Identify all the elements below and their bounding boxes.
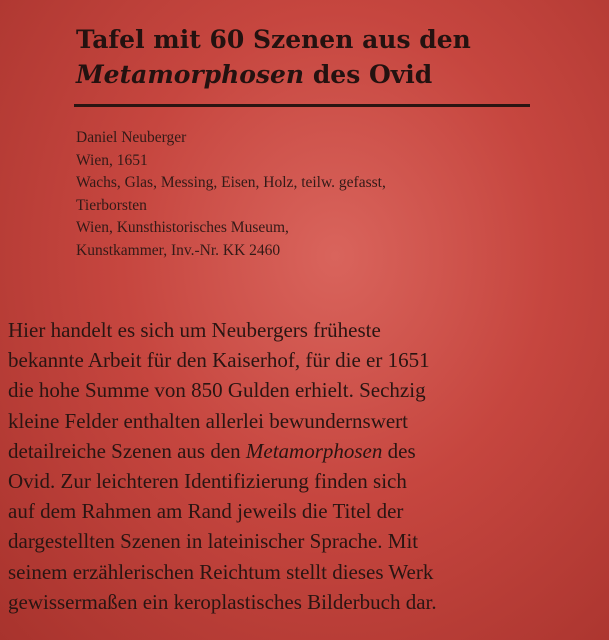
title-line-2-rest: des Ovid — [304, 60, 433, 89]
body-line: Hier handelt es sich um Neubergers früheste — [8, 318, 381, 342]
body-line: auf dem Rahmen am Rand jeweils die Titel der — [8, 499, 404, 524]
meta-collection-2: Kunstkammer, Inv.-Nr. KK 2460 — [76, 241, 281, 259]
meta-place-date: Wien, 1651 — [76, 151, 148, 169]
body-line: die hohe Summe von 850 Gulden erhielt. Sechzig — [8, 378, 426, 403]
meta-materials-1: Wachs, Glas, Messing, Eisen, Holz, teilw. gefasst, — [76, 174, 386, 191]
title-divider — [74, 104, 530, 107]
body-line: dargestellten Szenen in lateinischer Sprache. Mit — [8, 529, 419, 554]
body-line: gewissermaßen ein keroplastisches Bilderbuch dar. — [8, 589, 437, 614]
meta-artist: Daniel Neuberger — [76, 129, 187, 146]
title-line-1: Tafel mit 60 Szenen aus den — [76, 25, 471, 54]
body-line: seinem erzählerischen Reichtum stellt dieses Werk — [8, 559, 434, 584]
body-line — [8, 436, 606, 466]
meta-collection-1: Wien, Kunsthistorisches Museum, — [76, 219, 289, 236]
body-line: Ovid. Zur leichteren Identifizierung finden sich — [8, 469, 407, 494]
body-line-5-a: detailreiche Szenen aus den — [8, 438, 246, 463]
description-text — [8, 315, 606, 617]
body-italic-word: Metamorphosen — [245, 438, 383, 463]
title-italic-word: Metamorphosen — [76, 60, 305, 89]
body-line-5-b: des — [382, 438, 416, 463]
body-line: bekannte Arbeit für den Kaiserhof, für die er 1651 — [8, 348, 430, 373]
label-title — [76, 22, 576, 92]
meta-materials-2: Tierborsten — [76, 196, 147, 214]
body-line: kleine Felder enthalten allerlei bewundernswert — [8, 408, 409, 433]
object-metadata — [76, 127, 576, 262]
